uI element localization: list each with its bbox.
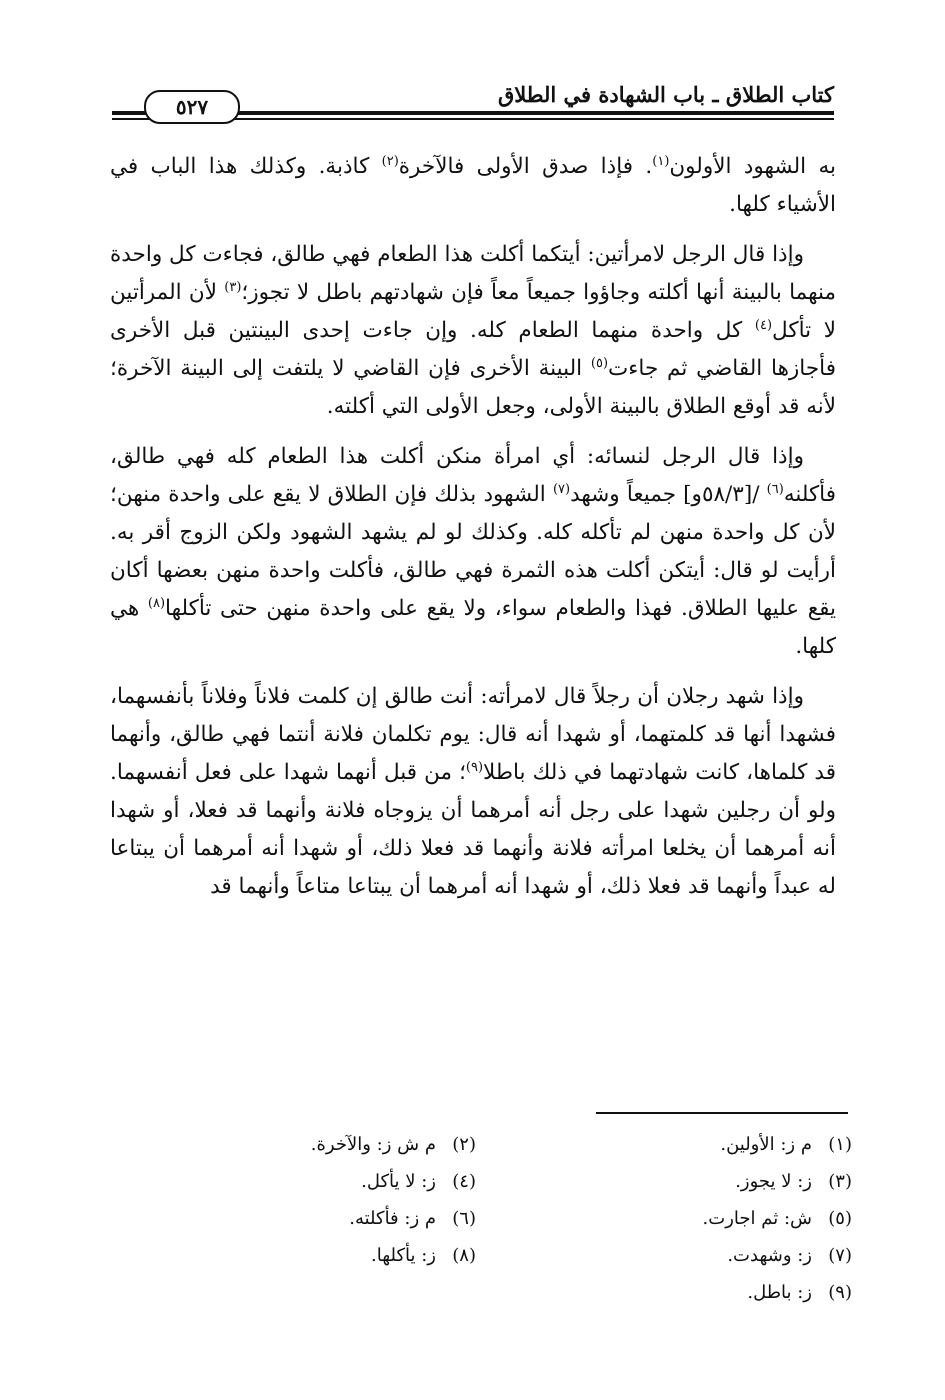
- footnote-ref[interactable]: (٧): [552, 481, 571, 497]
- paragraph-4: [110, 678, 836, 906]
- text-run: هي كلها.: [110, 596, 836, 659]
- text-run: لأن المرأتين لا تأكل: [110, 280, 836, 343]
- paragraph-3: [110, 438, 836, 666]
- footnote-number: (٣): [828, 1171, 852, 1192]
- footnote-ref[interactable]: (٨): [147, 595, 166, 611]
- footnote-text: م ز: فأكلته.: [349, 1208, 436, 1229]
- footnote-text: م ز: الأولين.: [720, 1134, 812, 1155]
- text-run: كل واحدة منهما الطعام كله. وإن جاءت إحدى البينتين قبل الأخرى فأجازها القاضي ثم جاءت: [110, 318, 836, 381]
- footnote-item: [516, 1200, 852, 1237]
- footnote-number: (٥): [828, 1208, 852, 1229]
- footnote-grid: [140, 1126, 852, 1311]
- footnote-item: [516, 1126, 852, 1163]
- page-number: ٥٢٧: [144, 90, 240, 124]
- footnotes: [140, 1126, 852, 1311]
- footnote-number: (٦): [452, 1208, 476, 1229]
- footnote-number: (٢): [452, 1134, 476, 1155]
- page-number-ornament: [112, 90, 834, 120]
- footnote-text: ز: يأكلها.: [370, 1245, 436, 1266]
- footnote-text: ز: وشهدت.: [727, 1245, 812, 1266]
- text-run: ؛ من قبل أنهما شهدا على فعل أنفسهما. ولو أن رجلين شهدا على رجل أنه أمرهما أن يزوجاه فلانة وأنهما قد فعلا، أو شهدا أنه أمرهما أن يخلعا امرأته فلانة وأنهما قد فعلا ذلك، أو شهدا أنه أمرهما أن يبتاعا له عبداً وأنهما قد فعلا ذلك، أو شهدا أنه أمرهما أن يبتاعا متاعاً وأنهما قد: [110, 760, 836, 899]
- text-run: الشهود بذلك فإن الطلاق لا يقع على واحدة منهن؛ لأن كل واحدة منهن لم تأكله كله. وكذلك لو لم يشهد الشهود ولكن الزوج أقر به. أرأيت لو قال: أيتكن أكلت هذه الثمرة فهي طالق، فأكلت واحدة منهن بعضها أكان يقع عليها الطلاق. فهذا والطعام سواء، ولا يقع على واحدة منهن حتى تأكلها: [110, 482, 836, 621]
- footnote-item: [516, 1274, 852, 1311]
- footnote-text: ز: لا يأكل.: [361, 1171, 436, 1192]
- text-run: /[٥٨/٣و] جميعاً وشهد: [570, 482, 767, 507]
- footnote-text: م ش ز: والآخرة.: [310, 1134, 436, 1155]
- footnote-item: [140, 1237, 476, 1274]
- text-run: البينة الأخرى فإن القاضي لا يلتفت إلى البينة الآخرة؛ لأنه قد أوقع الطلاق بالبينة الأولى، وجعل الأولى التي أكلته.: [110, 356, 836, 419]
- footnote-item: [140, 1163, 476, 1200]
- footnote-ref[interactable]: (١): [652, 153, 670, 169]
- footnote-ref[interactable]: (٣): [224, 279, 242, 295]
- page-header: [112, 78, 834, 134]
- footnote-ref[interactable]: (٢): [381, 153, 399, 169]
- footnote-text: ز: لا يجوز.: [735, 1171, 812, 1192]
- footnote-item: [140, 1126, 476, 1163]
- chapter-title: كتاب الطلاق ـ باب الشهادة في الطلاق: [497, 82, 834, 107]
- footnote-ref[interactable]: (٥): [590, 355, 609, 371]
- footnote-number: (٤): [452, 1171, 476, 1192]
- text-run: به الشهود الأولون: [669, 154, 836, 179]
- text-run: كاذبة. وكذلك هذا الباب في الأشياء كلها.: [110, 154, 836, 217]
- footnote-separator: [596, 1112, 848, 1114]
- paragraph-2: [110, 236, 836, 426]
- footnote-ref[interactable]: (٦): [766, 481, 784, 497]
- text-run: وإذا قال الرجل لنسائه: أي امرأة منكن أكلت هذا الطعام كله فهي طالق، فأكلنه: [110, 444, 837, 507]
- paragraph-1: [110, 148, 836, 224]
- footnote-item: [516, 1163, 852, 1200]
- footnote-ref[interactable]: (٩): [465, 759, 484, 775]
- footnote-number: (٩): [828, 1282, 852, 1303]
- footnote-number: (١): [828, 1134, 852, 1155]
- footnote-ref[interactable]: (٤): [754, 317, 773, 333]
- footnote-text: ز: باطل.: [747, 1282, 812, 1303]
- footnote-item: [140, 1200, 476, 1237]
- text-run: وإذا شهد رجلان أن رجلاً قال لامرأته: أنت طالق إن كلمت فلاناً وفلاناً بأنفسهما، فشهدا أنها قد كلمتهما، أو شهدا أنه قال: يوم تكلمان فلانة أنتما فهي طالق، وأنهما قد كلماها، كانت شهادتهما في ذلك باطلا: [110, 684, 836, 785]
- footnote-number: (٧): [828, 1245, 852, 1266]
- main-text: [110, 148, 836, 918]
- text-run: وإذا قال الرجل لامرأتين: أيتكما أكلت هذا الطعام فهي طالق، فجاءت كل واحدة منهما بالبينة أنها أكلته وجاؤوا جميعاً معاً فإن شهادتهم باطل لا تجوز؛: [110, 242, 836, 305]
- footnote-text: ش: ثم اجارت.: [702, 1208, 812, 1229]
- footnote-number: (٨): [452, 1245, 476, 1266]
- footnote-item: [516, 1237, 852, 1274]
- text-run: . فإذا صدق الأولى فالآخرة: [398, 154, 653, 179]
